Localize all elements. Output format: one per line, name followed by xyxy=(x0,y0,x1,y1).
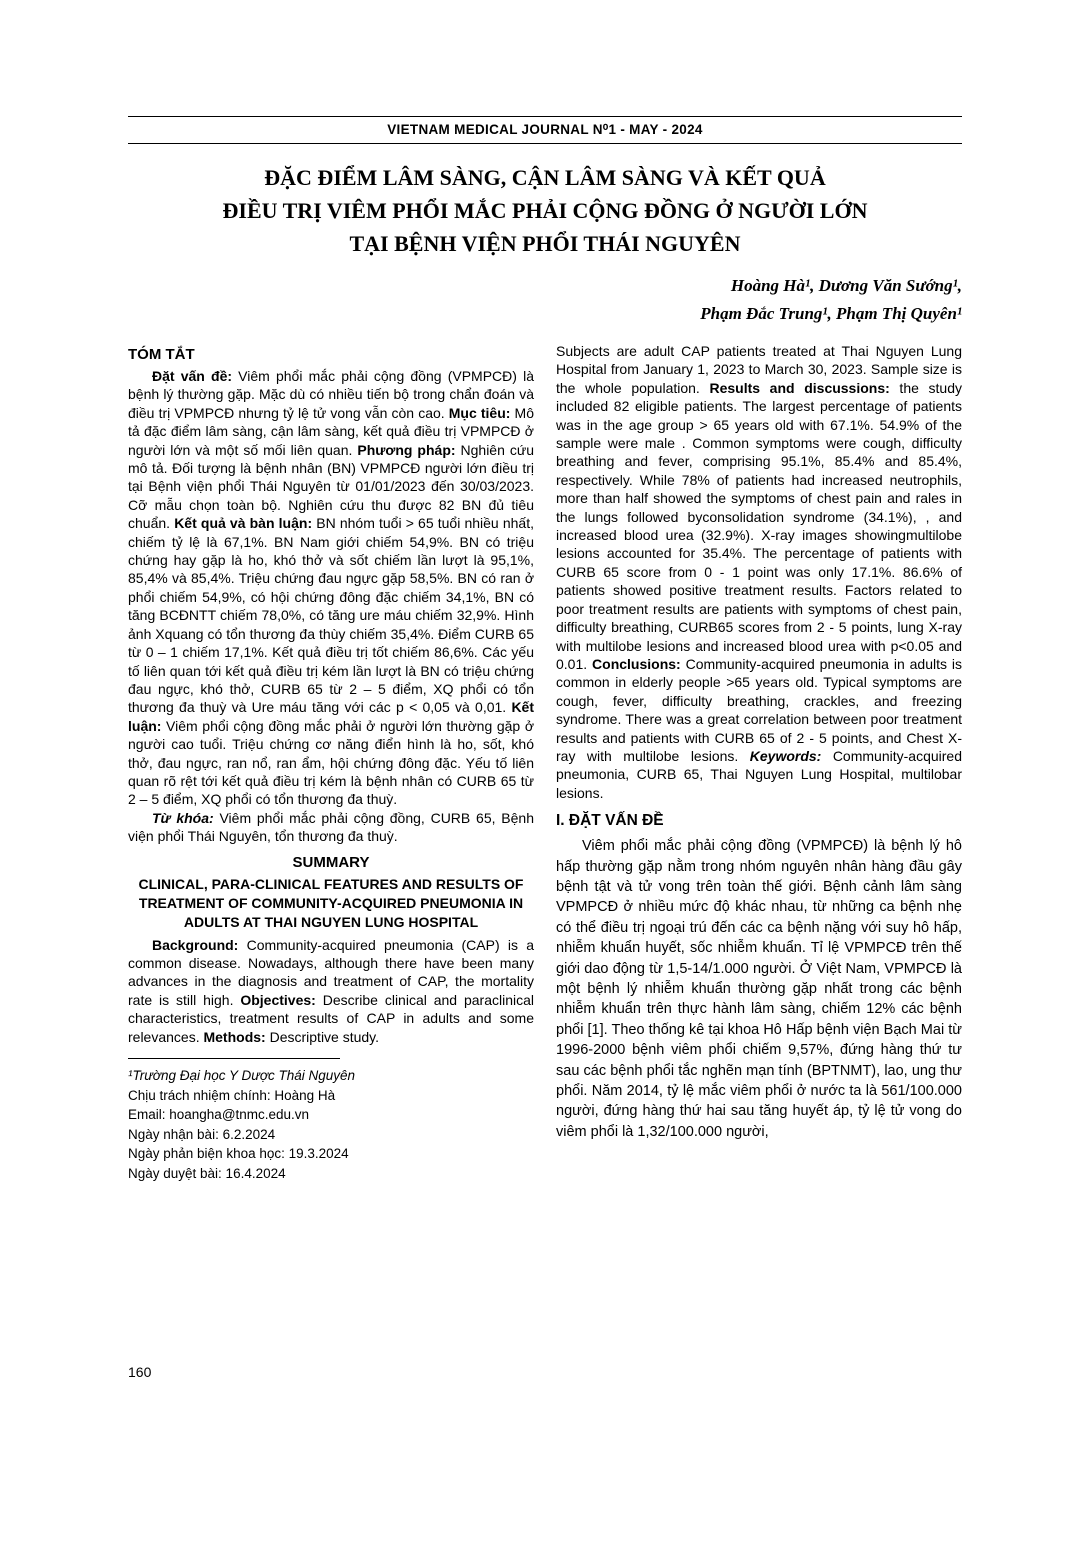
introduction-heading: I. ĐẶT VẤN ĐỀ xyxy=(556,812,664,830)
footnote xyxy=(128,1058,534,1183)
article-title-line-1: ĐẶC ĐIỂM LÂM SÀNG, CẬN LÂM SÀNG VÀ KẾT QUẢ xyxy=(264,165,826,190)
abstract-vi-heading: TÓM TẮT xyxy=(128,346,195,363)
footnote-rule xyxy=(128,1058,340,1059)
right-column xyxy=(556,342,962,1183)
article-title-line-3: TẠI BỆNH VIỆN PHỔI THÁI NGUYÊN xyxy=(349,231,741,256)
authors-line-2: Phạm Đắc Trung¹, Phạm Thị Quyên¹ xyxy=(700,304,962,323)
footnote-email: Email: hoangha@tnmc.edu.vn xyxy=(128,1107,310,1122)
footnote-review-date: Ngày phản biện khoa học: 19.3.2024 xyxy=(128,1146,349,1161)
summary-heading: SUMMARY xyxy=(292,853,370,871)
abstract-vi-paragraph: Đặt vấn đề: Viêm phổi mắc phải cộng đồng (VPMPCĐ) là bệnh lý thường gặp. Mặc dù có nhiều tiến bộ trong chẩn đoán và điều trị VPMPCĐ nhưng tỷ lệ tử vong vẫn còn cao. Mục tiêu: Mô tả đặc điểm lâm sàng, cận lâm sàng, kết quả điều trị VPMPCĐ ở người lớn và một số mối liên quan. Phương pháp: Nghiên cứu mô tả. Đối tượng là bệnh nhân (BN) VPMPCĐ người lớn điều trị tại Bệnh viện phổi Thái Nguyên từ 01/01/2023 đến 30/03/2023. Cỡ mẫu chọn toàn bộ. Nghiên cứu thu được 82 BN đủ tiêu chuẩn. Kết quả và bàn luận: BN nhóm tuổi > 65 tuổi nhiều nhất, chiếm tỷ lệ là 67,1%. BN Nam giới chiếm 54,9%. BN có triệu chứng hay gặp là ho, khó thở và sốt chiếm lần lượt là 95,1%, 85,4% và 85,4%. Triệu chứng đau ngực gặp 58,5%. BN có ran ở phổi chiếm 54,9%, có hội chứng đông đặc chiếm 34,1%, BN có tăng BCĐNTT chiếm 78,0%, có tăng ure máu chiếm 32,9%. Hình ảnh Xquang có tổn thương đa thùy chiếm 35,4%. Điểm CURB 65 từ 0 – 1 chiếm 17,1%. Kết quả điều trị tốt chiếm 86,6%. Các yếu tố liên quan tới kết quả điều trị kém lần lượt là BN có triệu chứng đau ngực, khó thở, CURB 65 từ 2 – 5 điểm, XQ phổi có tổn thương đa thuỳ và Ure máu tăng với các p < 0,05 và 0,01. Kết luận: Viêm phổi cộng đồng mắc phải ở người lớn thường gặp ở người cao tuổi. Triệu chứng cơ năng điển hình là ho, sốt, khó thở, đau ngực, ran nổ, ran ẩm, hội chứng đông đặc. Yếu tố liên quan rõ rệt tới kết quả điều trị kém là bệnh nhân có CURB 65 từ 2 – 5 điểm, XQ phổi có tổn thương đa thuỳ. xyxy=(128,368,535,808)
article-title-line-2: ĐIỀU TRỊ VIÊM PHỔI MẮC PHẢI CỘNG ĐỒNG Ở NGƯỜI LỚN xyxy=(222,198,868,223)
summary-paragraph-part1: Background: Community-acquired pneumonia (CAP) is a common disease. Nowadays, although there have been many advances in the diagnosis and treatment of CAP, the mortality rate is still high. Objectives: Describe clinical and paraclinical characteristics, treatment results of CAP in adults and some relevances. Methods: Descriptive study. xyxy=(128,936,534,1045)
introduction-paragraph: Viêm phổi mắc phải cộng đồng (VPMPCĐ) là bệnh lý hô hấp thường gặp nằm trong nhóm nguyên nhân hàng đầu gây bệnh tật và tử vong trên toàn thế giới. Bệnh cảnh lâm sàng VPMPCĐ ở nhiều mức độ khác nhau, từ những ca bệnh nhẹ có thể điều trị ngoại trú đến các ca bệnh nặng với suy hô hấp, nhiễm khuẩn huyết, sốc nhiễm khuẩn. Tỉ lệ VPMPCĐ trên thế giới dao động từ 1,5-14/1.000 người. Ở Việt Nam, VPMPCĐ là một bệnh lý nhiễm khuẩn thường gặp nhất trong các bệnh nhiễm khuẩn trên thực hành lâm sàng, chiếm 12% các bệnh phổi [1]. Theo thống kê tại khoa Hô Hấp bệnh viện Bạch Mai từ 1996-2000 bệnh viêm phổi chiếm 9,57%, đứng hàng thứ tư sau các bệnh phổi tắc nghẽn mạn tính (BPTNMT), lao, ung thư phổi. Năm 2014, tỷ lệ mắc viêm phổi ở nước ta là 561/100.000 người, đứng hàng thứ hai sau tăng huyết áp, tỷ lệ tử vong do viêm phổi là 1,32/100.000 người, xyxy=(556,838,962,1140)
footnote-received-date: Ngày nhận bài: 6.2.2024 xyxy=(128,1126,276,1142)
footnote-corresponding-author: Chịu trách nhiệm chính: Hoàng Hà xyxy=(128,1087,336,1103)
article-title xyxy=(128,161,962,260)
two-column-body xyxy=(128,342,962,1183)
authors xyxy=(128,272,962,328)
journal-header: VIETNAM MEDICAL JOURNAL N⁰1 - MAY - 2024 xyxy=(128,116,962,144)
summary-paragraph-part2: Subjects are adult CAP patients treated at Thai Nguyen Lung Hospital from January 1, 2023 to March 30, 2023. Sample size is the whole population. Results and discussions: the study included 82 eligible patients. The largest percentage of patients was in the age group > 65 years old with 67.1%. 54.9% of the sample were male . Common symptoms were cough, difficulty breathing and fever, comprising 95.1%, 85.4% and 85.4%, respectively. While 78% of patients had increased neutrophils, more than half showed the symptoms of chest pain and rales in the lungs followed byconsolidation syndrome (34.1%), , and increased blood urea (32.9%). X-ray images showingmultilobe lesions accounted for 35.4%. The percentage of patients with CURB 65 score from 0 - 1 point was only 17.1%. 86.6% of patients showed positive treatment results. Factors related to poor treatment results are patients with symptoms of chest pain, difficulty breathing, CURB65 scores from 2 - 5 points, lung X-ray with multilobe lesions and increased blood urea with p<0.05 and 0.01. Conclusions: Community-acquired pneumonia in adults is common in elderly people >65 years old. Typical symptoms are cough, fever, difficulty breathing, crackles, and freezing syndrome. There was a great correlation between poor treatment results and patients with CURB 65 of 2 - 5 points, and Chest X-ray with multilobe lesions. Keywords: Community-acquired pneumonia, CURB 65, Thai Nguyen Lung Hospital, multilobar lesions. xyxy=(556,343,963,801)
authors-line-1: Hoàng Hà¹, Dương Văn Sướng¹, xyxy=(730,276,962,295)
footnote-affiliation: ¹Trường Đại học Y Dược Thái Nguyên xyxy=(128,1068,356,1083)
abstract-vi-keywords: Từ khóa: Viêm phổi mắc phải cộng đồng, CURB 65, Bệnh viện phổi Thái Nguyên, tổn thương đa thuỳ. xyxy=(128,809,534,845)
footnote-accepted-date: Ngày duyệt bài: 16.4.2024 xyxy=(128,1165,286,1181)
summary-title: CLINICAL, PARA-CLINICAL FEATURES AND RESULTS OF TREATMENT OF COMMUNITY-ACQUIRED PNEUMONIA IN ADULTS AT THAI NGUYEN LUNG HOSPITAL xyxy=(138,875,524,930)
page-number: 160 xyxy=(128,1364,152,1380)
left-column xyxy=(128,342,534,1183)
